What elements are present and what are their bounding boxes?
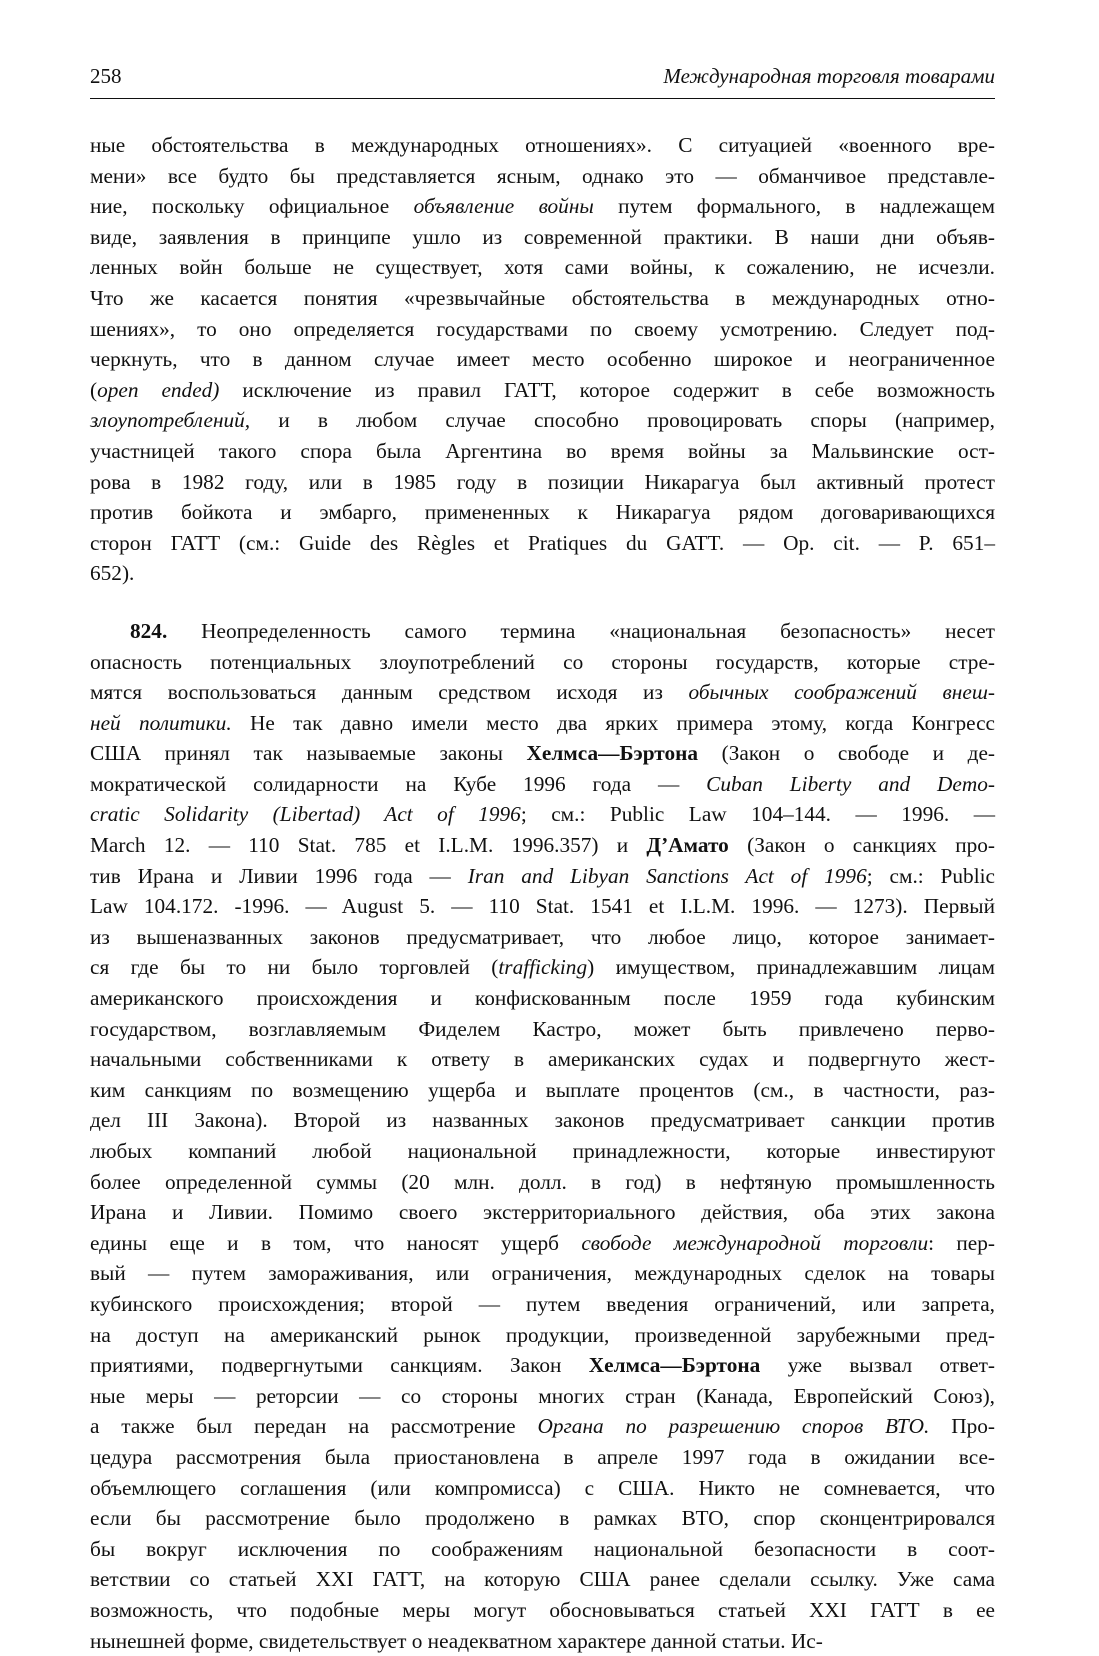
bold-text: Хелмса—Бэртона [589, 1353, 761, 1377]
text-line [90, 252, 995, 283]
text-segment: мократической солидарности на Кубе 1996 года — [90, 772, 706, 796]
text-line [90, 1167, 995, 1198]
text-line [90, 1534, 995, 1565]
text-line [90, 1442, 995, 1473]
text-line [90, 738, 995, 769]
text-segment: ленных войн больше не существует, хотя сами войны, к сожалению, не исчезли. [90, 255, 995, 279]
text-line [90, 1197, 995, 1228]
text-segment: ные меры — реторсии — со стороны многих стран (Канада, Европейский Союз), [90, 1384, 995, 1408]
text-line [90, 1595, 995, 1626]
text-segment: March 12. — 110 Stat. 785 et I.L.M. 1996.357) и [90, 833, 646, 857]
text-segment: уже вызвал ответ- [760, 1353, 995, 1377]
text-segment: нынешней форме, свидетельствует о неадекватном характере данной статьи. Ис- [90, 1629, 823, 1653]
bold-text: Хелмса—Бэртона [527, 741, 699, 765]
text-line [90, 1258, 995, 1289]
text-line [90, 1503, 995, 1534]
text-line [90, 708, 995, 739]
text-segment: путем формального, в надлежащем [594, 194, 995, 218]
text-line [90, 1105, 995, 1136]
text-segment: Что же касается понятия «чрезвычайные обстоятельства в международных отно- [90, 286, 995, 310]
text-line [90, 375, 995, 406]
text-line [90, 647, 995, 678]
page-number: 258 [90, 64, 122, 89]
italic-text: Cuban Liberty and Demo- [706, 772, 995, 796]
text-segment: Неопределенность самого термина «национальная безопасность» несет [167, 619, 995, 643]
italic-text: open ended) [97, 378, 219, 402]
text-segment: исключение из правил ГАТТ, которое содержит в себе возможность [219, 378, 995, 402]
text-segment: американского происхождения и конфискованным после 1959 года кубинским [90, 986, 995, 1010]
text-line [90, 983, 995, 1014]
text-segment: черкнуть, что в данном случае имеет место особенно широкое и неограниченное [90, 347, 995, 371]
text-line [90, 344, 995, 375]
text-segment: (Закон о свободе и де- [698, 741, 995, 765]
italic-text: Органа по разрешению споров ВТО. [537, 1414, 929, 1438]
text-segment: опасность потенциальных злоупотреблений со стороны государств, которые стре- [90, 650, 995, 674]
italic-text: обычных соображений внеш- [688, 680, 995, 704]
text-segment: государством, возглавляемым Фиделем Кастро, может быть привлечено перво- [90, 1017, 995, 1041]
text-segment: шениях», то оно определяется государствами по своему усмотрению. Следует под- [90, 317, 995, 341]
paragraph-824 [90, 616, 995, 1656]
text-segment: ким санкциям по возмещению ущерба и выплате процентов (см., в частности, раз- [90, 1078, 995, 1102]
text-segment: ветствии со статьей XXI ГАТТ, на которую США ранее сделали ссылку. Уже сама [90, 1567, 995, 1591]
text-line [90, 467, 995, 498]
text-line [90, 314, 995, 345]
text-segment: приятиями, подвергнутыми санкциям. Закон [90, 1353, 589, 1377]
text-segment: бы вокруг исключения по соображениям национальной безопасности в соот- [90, 1537, 995, 1561]
text-segment: : пер- [928, 1231, 995, 1255]
text-line [90, 1381, 995, 1412]
text-line [90, 161, 995, 192]
italic-text: cratic Solidarity (Libertad) Act of 1996 [90, 802, 521, 826]
text-segment: тив Ирана и Ливии 1996 года — [90, 864, 468, 888]
text-line [90, 1626, 995, 1656]
text-segment: США принял так называемые законы [90, 741, 527, 765]
text-line [90, 1136, 995, 1167]
text-segment: Ирана и Ливии. Помимо своего экстерриториального действия, оба этих закона [90, 1200, 995, 1224]
italic-text: trafficking [498, 955, 587, 979]
text-line [90, 861, 995, 892]
text-line [90, 1044, 995, 1075]
text-segment: Law 104.172. -1996. — August 5. — 110 Stat. 1541 et I.L.M. 1996. — 1273). Первый [90, 894, 995, 918]
text-line [90, 891, 995, 922]
text-segment: сторон ГАТТ (см.: Guide des Règles et Pratiques du GATT. — Op. cit. — P. 651– [90, 531, 995, 555]
text-segment: на доступ на американский рынок продукции, произведенной зарубежными пред- [90, 1323, 995, 1347]
text-line [90, 1564, 995, 1595]
text-segment: более определенной суммы (20 млн. долл. в год) в нефтяную промышленность [90, 1170, 995, 1194]
text-segment: ся где бы то ни было торговлей ( [90, 955, 498, 979]
text-segment: виде, заявления в принципе ушло из современной практики. В наши дни объяв- [90, 225, 995, 249]
text-line [90, 1289, 995, 1320]
text-line [90, 1320, 995, 1351]
text-line [90, 1075, 995, 1106]
paragraph-1 [90, 130, 995, 589]
text-segment: объемлющего соглашения (или компромисса) с США. Никто не сомневается, что [90, 1476, 995, 1500]
text-segment: ; см.: Public [867, 864, 995, 888]
text-segment: ; см.: Public Law 104–144. — 1996. — [521, 802, 995, 826]
text-line [90, 528, 995, 559]
text-segment: начальными собственниками к ответу в американских судах и подвергнуто жест- [90, 1047, 995, 1071]
text-segment: возможность, что подобные меры могут обосновываться статьей XXI ГАТТ в ее [90, 1598, 995, 1622]
text-segment: вый — путем замораживания, или ограничения, международных сделок на товары [90, 1261, 995, 1285]
page-body [90, 130, 995, 1656]
text-segment: Не так давно имели место два ярких примера этому, когда Конгресс [232, 711, 995, 735]
paragraph-number: 824. [130, 619, 167, 643]
running-title: Международная торговля товарами [663, 64, 995, 89]
text-segment: дел III Закона). Второй из названных законов предусматривает санкции против [90, 1108, 995, 1132]
text-segment: цедура рассмотрения была приостановлена в апреле 1997 года в ожидании все- [90, 1445, 995, 1469]
text-line [90, 130, 995, 161]
page-header [90, 60, 995, 99]
text-segment: ные обстоятельства в международных отношениях». С ситуацией «военного вре- [90, 133, 995, 157]
text-segment: мятся воспользоваться данным средством исходя из [90, 680, 688, 704]
text-line [90, 436, 995, 467]
text-line [90, 497, 995, 528]
text-line [90, 1411, 995, 1442]
text-segment: ние, поскольку официальное [90, 194, 414, 218]
text-segment: ( [90, 378, 97, 402]
text-line [90, 952, 995, 983]
text-segment: (Закон о санкциях про- [729, 833, 995, 857]
text-segment: кубинского происхождения; второй — путем введения ограничений, или запрета, [90, 1292, 995, 1316]
text-segment: мени» все будто бы представляется ясным, однако это — обманчивое представле- [90, 164, 995, 188]
text-line [90, 222, 995, 253]
text-segment: ) имуществом, принадлежавшим лицам [587, 955, 995, 979]
text-segment: против бойкота и эмбарго, примененных к Никарагуа рядом договаривающихся [90, 500, 995, 524]
text-line [90, 769, 995, 800]
text-line [90, 405, 995, 436]
text-segment: а также был передан на рассмотрение [90, 1414, 537, 1438]
text-line [90, 1014, 995, 1045]
text-segment: и в любом случае способно провоцировать споры (например, [250, 408, 995, 432]
text-line [90, 799, 995, 830]
text-line [90, 558, 995, 589]
text-segment: из вышеназванных законов предусматривает, что любое лицо, которое занимает- [90, 925, 995, 949]
text-line [90, 677, 995, 708]
italic-text: свободе международной торговли [581, 1231, 928, 1255]
text-segment: любых компаний любой национальной принадлежности, которые инвестируют [90, 1139, 995, 1163]
italic-text: ней политики. [90, 711, 232, 735]
italic-text: объявление войны [414, 194, 594, 218]
text-line [90, 830, 995, 861]
text-segment: 652). [90, 561, 134, 585]
text-segment: участницей такого спора была Аргентина во время войны за Мальвинские ост- [90, 439, 995, 463]
text-line [90, 1228, 995, 1259]
text-line [90, 1350, 995, 1381]
italic-text: злоупотреблений, [90, 408, 250, 432]
text-line [90, 1473, 995, 1504]
text-line [90, 616, 995, 647]
text-segment: рова в 1982 году, или в 1985 году в позиции Никарагуа был активный протест [90, 470, 995, 494]
text-line [90, 922, 995, 953]
text-segment: Про- [929, 1414, 995, 1438]
text-line [90, 283, 995, 314]
text-segment: если бы рассмотрение было продолжено в рамках ВТО, спор сконцентрировался [90, 1506, 995, 1530]
bold-text: Д’Амато [646, 833, 728, 857]
text-segment: едины еще и в том, что наносят ущерб [90, 1231, 581, 1255]
text-line [90, 191, 995, 222]
italic-text: Iran and Libyan Sanctions Act of 1996 [468, 864, 867, 888]
